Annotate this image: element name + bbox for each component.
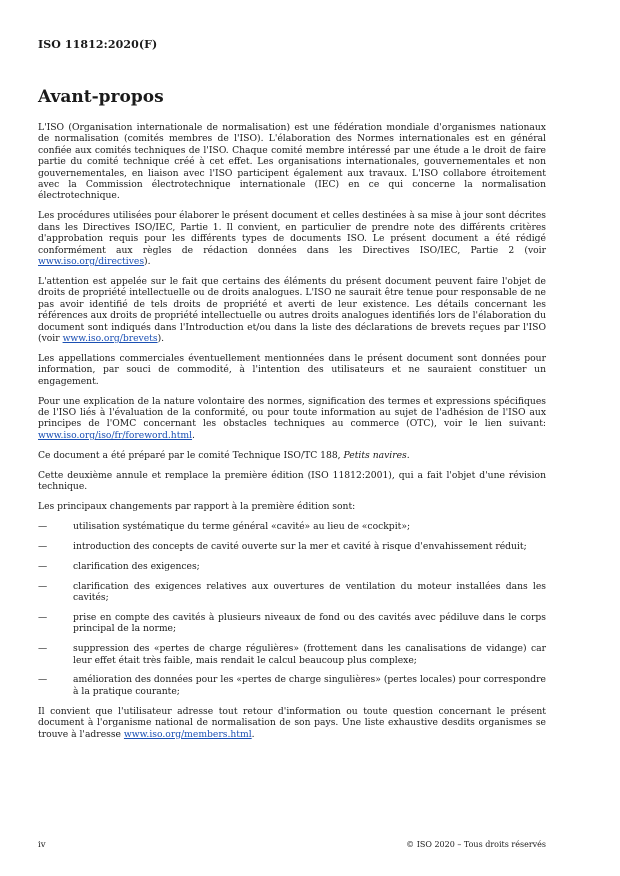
foreword-link[interactable]: www.iso.org/iso/fr/foreword.html <box>38 429 193 441</box>
list-item: — suppression des «pertes de charge régulières» (frottement dans les canalisations de vidange) car leur effet était très faible, mais rendait le calcul beaucoup plus complexe; <box>38 643 546 666</box>
dash-bullet: — <box>38 540 48 552</box>
paragraph-changes-intro: Les principaux changements par rapport à la première édition sont: <box>38 500 356 512</box>
dash-bullet: — <box>38 560 48 572</box>
page-number: iv <box>38 840 46 850</box>
patents-link[interactable]: www.iso.org/brevets <box>62 332 158 344</box>
foreword-body <box>38 122 546 748</box>
committee-title: Petits navires <box>343 449 407 461</box>
list-item: — clarification des exigences; <box>38 560 200 572</box>
standard-identifier: ISO 11812:2020(F) <box>38 38 158 51</box>
dash-bullet: — <box>38 611 48 623</box>
dash-bullet: — <box>38 674 48 686</box>
paragraph-procedures: Les procédures utilisées pour élaborer le présent document et celles destinées à sa mise à jour sont décrites dans les Directives ISO/IEC, Partie 1. Il convient, en particulier de prendre note des différents critères d'approbation requis pour les différents types de documents ISO. Le présent document a été rédigé conformément aux règles de rédaction données dans les Directives ISO/IEC, Partie 2 (voir www.iso.org/directives). <box>38 210 546 267</box>
list-item: — prise en compte des cavités à plusieurs niveaux de fond ou des cavités avec pédiluve dans le corps principal de la norme; <box>38 611 546 635</box>
list-item: — amélioration des données pour les «pertes de charge singulières» (pertes locales) pour correspondre à la pratique courante; <box>38 674 546 697</box>
members-link[interactable]: www.iso.org/members.html <box>123 728 252 740</box>
copyright-notice: © ISO 2020 – Tous droits réservés <box>406 840 546 849</box>
paragraph-iso-intro: L'ISO (Organisation internationale de normalisation) est une fédération mondiale d'organismes nationaux de normalisation (comités membres de l'ISO). L'élaboration des Normes internationales est en général confiée aux comités techniques de l'ISO. Chaque comité membre intéressé par une étude a le droit de faire partie du comité technique créé à cet effet. Les organisations internationales, gouvernementales et non gouvernementales, en liaison avec l'ISO participent également aux travaux. L'ISO collabore étroitement avec la Commission électrotechnique internationale (IEC) en ce qui concerne la normalisation électrotechnique. <box>38 122 546 202</box>
changes-list <box>38 521 546 697</box>
paragraph-edition: Cette deuxième annule et remplace la première édition (ISO 11812:2001), qui a fait l'objet d'une révision technique. <box>38 469 546 492</box>
paragraph-voluntary-nature: Pour une explication de la nature volontaire des normes, signification des termes et expressions spécifiques de l'ISO liés à l'évaluation de la conformité, ou pour toute information au sujet de l'adhésion de l'ISO aux principes de l'OMC concernant les obstacles techniques au commerce (OTC), voir le lien suivant: www.iso.org/iso/fr/foreword.html. <box>38 395 546 441</box>
page-title: Avant-propos <box>38 87 164 107</box>
paragraph-patents: L'attention est appelée sur le fait que certains des éléments du présent document peuvent faire l'objet de droits de propriété intellectuelle ou de droits analogues. L'ISO ne saurait être tenue pour responsable de ne pas avoir identifié de tels droits de propriété et averti de leur existence. Les détails concernant les références aux droits de propriété intellectuelle ou autres droits analogues identifiés lors de l'élaboration du document sont indiqués dans l'Introduction et/ou dans la liste des déclarations de brevets reçues par l'ISO (voir www.iso.org/brevets). <box>38 275 547 344</box>
dash-bullet: — <box>38 520 48 532</box>
dash-bullet: — <box>38 643 48 655</box>
list-item: — introduction des concepts de cavité ouverte sur la mer et cavité à risque d'envahissement réduit; <box>38 540 527 552</box>
directives-link[interactable]: www.iso.org/directives <box>38 255 145 267</box>
paragraph-trade-names: Les appellations commerciales éventuellement mentionnées dans le présent document sont données pour information, par souci de commodité, à l'intention des utilisateurs et ne sauraient constituer un engagement. <box>38 352 546 387</box>
paragraph-feedback: Il convient que l'utilisateur adresse tout retour d'information ou toute question concernant le présent document à l'organisme national de normalisation de son pays. Une liste exhaustive desdits organismes se trouve à l'adresse www.iso.org/members.html. <box>38 705 546 740</box>
list-item: — clarification des exigences relatives aux ouvertures de ventilation du moteur installées dans les cavités; <box>38 580 546 603</box>
dash-bullet: — <box>38 580 48 592</box>
paragraph-committee: Ce document a été préparé par le comité Technique ISO/TC 188, Petits navires. <box>38 449 410 461</box>
list-item: — utilisation systématique du terme général «cavité» au lieu de «cockpit»; <box>38 520 411 532</box>
